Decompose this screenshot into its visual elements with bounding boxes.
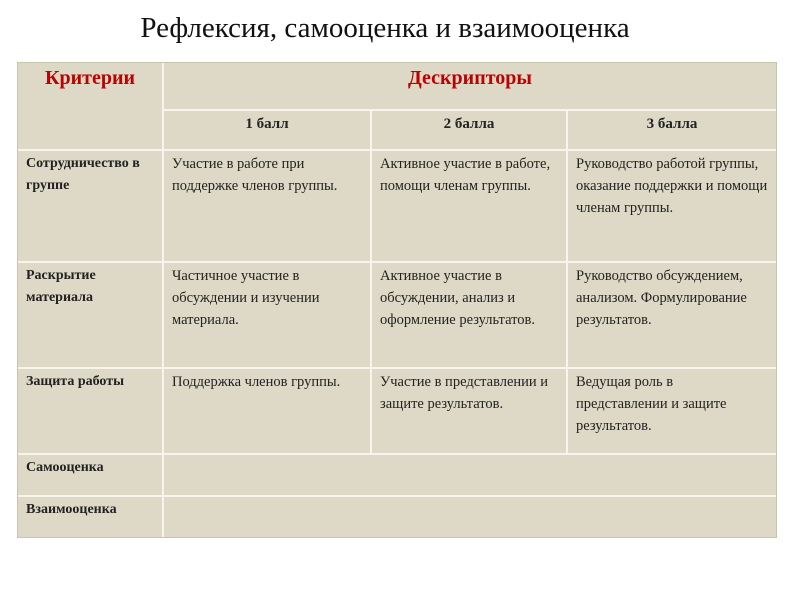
descriptor-text: Поддержка членов группы. <box>172 374 341 390</box>
self-assessment-value <box>164 455 776 461</box>
criterion-label: Раскрытие материала <box>26 268 96 305</box>
row-label-cell <box>18 151 164 263</box>
empty-cell <box>164 455 776 497</box>
descriptor-text: Активное участие в работе, помощи членам группы. <box>380 156 551 194</box>
descriptor-text: Частичное участие в обсуждении и изучении материала. <box>172 268 320 328</box>
criterion-label: Защита работы <box>26 374 125 389</box>
score-header-cell <box>372 111 568 151</box>
score-header-1: 1 балл <box>245 116 289 132</box>
table-cell <box>164 151 372 263</box>
table-cell <box>164 263 372 369</box>
descriptor-text: Участие в работе при поддержке членов группы. <box>172 156 338 194</box>
criterion-label: Самооценка <box>26 460 104 475</box>
score-header-cell <box>568 111 776 151</box>
descriptor-text: Ведущая роль в представлении и защите результатов. <box>576 374 727 434</box>
descriptor-text: Руководство обсуждением, анализом. Формулирование результатов. <box>576 268 747 328</box>
descriptor-text: Активное участие в обсуждении, анализ и оформление результатов. <box>380 268 535 328</box>
row-label-cell <box>18 263 164 369</box>
row-label-cell <box>18 455 164 497</box>
score-header-3: 3 балла <box>646 116 698 132</box>
rubric-table <box>17 62 777 538</box>
criteria-header: Критерии <box>44 67 136 89</box>
criteria-header-cell <box>18 63 164 151</box>
row-label-cell <box>18 497 164 537</box>
table-cell <box>568 263 776 369</box>
row-label-cell <box>18 369 164 455</box>
criterion-label: Сотрудничество в группе <box>26 156 140 193</box>
descriptors-header-cell <box>164 63 776 111</box>
table-cell <box>164 369 372 455</box>
descriptors-header: Дескрипторы <box>408 67 533 89</box>
table-row <box>18 263 776 369</box>
empty-cell <box>164 497 776 537</box>
table-row <box>18 497 776 537</box>
score-header-cell <box>164 111 372 151</box>
table-cell <box>568 369 776 455</box>
table-row <box>18 455 776 497</box>
descriptor-text: Руководство работой группы, оказание поддержки и помощи членам группы. <box>576 156 768 216</box>
table-cell <box>372 263 568 369</box>
table-header-row <box>18 63 776 111</box>
table-cell <box>568 151 776 263</box>
peer-assessment-value <box>164 497 776 503</box>
table-row <box>18 369 776 455</box>
table-row <box>18 151 776 263</box>
slide-title: Рефлексия, самооценка и взаимооценка <box>140 12 630 44</box>
table-cell <box>372 151 568 263</box>
score-header-2: 2 балла <box>443 116 495 132</box>
criterion-label: Взаимооценка <box>26 502 117 517</box>
descriptor-text: Участие в представлении и защите результатов. <box>380 374 549 412</box>
table-cell <box>372 369 568 455</box>
